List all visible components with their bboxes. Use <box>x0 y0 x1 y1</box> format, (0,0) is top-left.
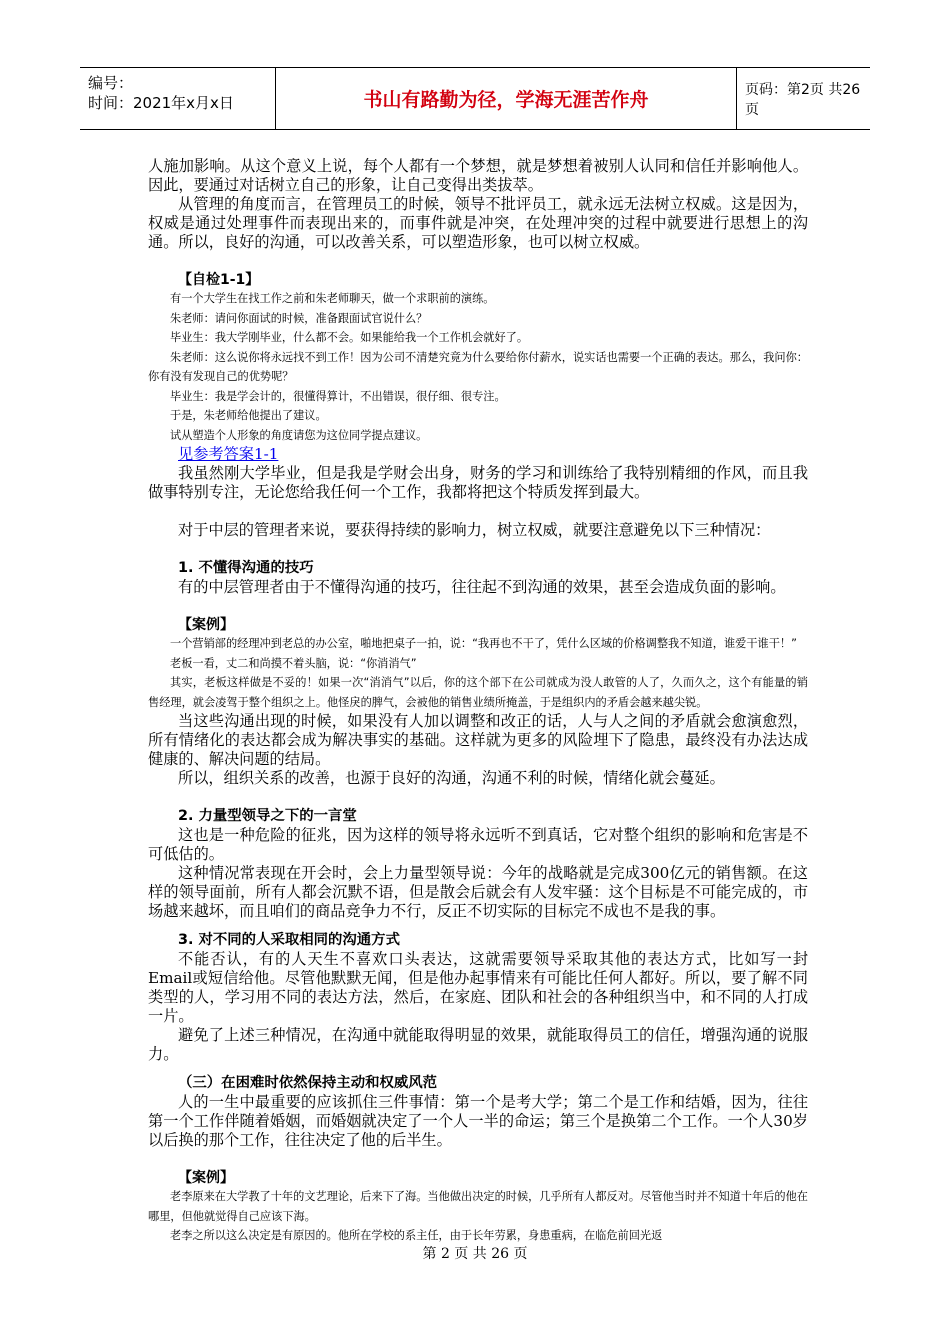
answer-link[interactable]: 见参考答案1-1 <box>178 445 279 463</box>
paragraph: 有的中层管理者由于不懂得沟通的技巧，往往起不到沟通的效果，甚至会造成负面的影响。 <box>178 578 786 596</box>
selfcheck-tag: 【自检1-1】 <box>178 272 260 288</box>
header-motto: 书山有路勤为径，学海无涯苦作舟 <box>276 68 737 129</box>
doc-code-label: 编号： <box>88 74 134 92</box>
selfcheck-line: 朱老师：请问你面试的时候，准备跟面试官说什么？ <box>170 311 428 325</box>
case-line: 一个营销部的经理冲到老总的办公室，啪地把桌子一拍，说：“我再也不干了，凭什么区域的价格调整我不知道，谁爱干谁干！” <box>170 637 797 650</box>
paragraph: 所以，组织关系的改善，也源于良好的沟通，沟通不利的时候，情绪化就会蔓延。 <box>178 769 725 787</box>
section-heading: 3. 对不同的人采取相同的沟通方式 <box>178 932 400 948</box>
page-footer: 第 2 页 共 26 页 <box>422 1246 528 1262</box>
case-line: 其实，老板这样做是不妥的！如果一次“消消气”以后，你的这个部下在公司就成为没人敢管的人了，久而久之，这个有能量的销售经理，就会凌驾于整个组织之上。他怪戾的脾气，会被他的销售业绩所掩盖，于是组织内的矛盾会越来越尖锐。 <box>148 676 808 709</box>
paragraph: 人施加影响。从这个意义上说，每个人都有一个梦想，就是梦想着被别人认同和信任并影响他人。因此，要通过对话树立自己的形象，让自己变得出类拔萃。 <box>148 157 808 194</box>
selfcheck-line: 毕业生：我是学会计的，很懂得算计，不出错误，很仔细、很专注。 <box>170 389 506 403</box>
selfcheck-line: 朱老师：这么说你将永远找不到工作！因为公司不清楚究竟为什么要给你付薪水，说实话也需要一个正确的表达。那么，我问你：你有没有发现自己的优势呢？ <box>148 350 808 383</box>
selfcheck-line: 于是，朱老师给他提出了建议。 <box>170 409 327 422</box>
section-heading: 2. 力量型领导之下的一言堂 <box>178 808 357 824</box>
document-body <box>148 157 808 1246</box>
case-line: 老板一看，丈二和尚摸不着头脑，说：“你消消气” <box>170 656 417 670</box>
section-heading: 1. 不懂得沟通的技巧 <box>178 560 314 576</box>
paragraph: 这种情况常表现在开会时，会上力量型领导说：今年的战略就是完成300亿元的销售额。在这样的领导面前，所有人都会沉默不语，但是散会后就会有人发牢骚：这个目标是不可能完成的，市场越来越坏，而且咱们的商品竞争力不行，反正不切实际的目标完不成也不是我的事。 <box>148 864 808 920</box>
case-tag: 【案例】 <box>178 1170 234 1186</box>
case-tag: 【案例】 <box>178 617 234 633</box>
case-line: 老李原来在大学教了十年的文艺理论，后来下了海。当他做出决定的时候，几乎所有人都反对。尽管他当时并不知道十年后的他在哪里，但他就觉得自己应该下海。 <box>148 1190 808 1223</box>
section-heading: （三）在困难时依然保持主动和权威风范 <box>178 1075 438 1091</box>
paragraph: 当这些沟通出现的时候，如果没有人加以调整和改正的话，人与人之间的矛盾就会愈演愈烈，所有情绪化的表达都会成为解决事实的基础。这样就为更多的风险埋下了隐患，最终没有办法达成健康的、解决问题的结局。 <box>148 712 808 768</box>
paragraph: 避免了上述三种情况，在沟通中就能取得明显的效果，就能取得员工的信任，增强沟通的说服力。 <box>148 1026 808 1063</box>
selfcheck-line: 试从塑造个人形象的角度请您为这位同学提点建议。 <box>170 428 428 442</box>
paragraph: 对于中层的管理者来说，要获得持续的影响力，树立权威，就要注意避免以下三种情况： <box>178 521 771 539</box>
page-header <box>80 67 870 130</box>
header-meta <box>80 68 276 129</box>
paragraph: 人的一生中最重要的应该抓住三件事情：第一个是考大学；第二个是工作和结婚，因为，往往第一个工作伴随着婚姻，而婚姻就决定了一个人一半的命运；第三个是换第二个工作。一个人30岁以后换的那个工作，往往决定了他的后半生。 <box>148 1093 808 1149</box>
paragraph: 我虽然刚大学毕业，但是我是学财会出身，财务的学习和训练给了我特别精细的作风，而且我做事特别专注，无论您给我任何一个工作，我都将把这个特质发挥到最大。 <box>148 464 808 501</box>
paragraph: 从管理的角度而言，在管理员工的时候，领导不批评员工，就永远无法树立权威。这是因为，权威是通过处理事件而表现出来的，而事件就是冲突，在处理冲突的过程中就要进行思想上的沟通。所以，良好的沟通，可以改善关系，可以塑造形象，也可以树立权威。 <box>148 195 808 251</box>
answer-link-row <box>148 445 808 464</box>
paragraph: 这也是一种危险的征兆，因为这样的领导将永远听不到真话，它对整个组织的影响和危害是不可低估的。 <box>148 826 808 863</box>
case-line: 老李之所以这么决定是有原因的。他所在学校的系主任，由于长年劳累，身患重病，在临危前回光返 <box>170 1229 663 1242</box>
paragraph: 不能否认，有的人天生不喜欢口头表达，这就需要领导采取其他的表达方式，比如写一封Email或短信给他。尽管他默默无闻，但是他办起事情来有可能比任何人都好。所以，要了解不同类型的人，学习用不同的表达方法，然后，在家庭、团队和社会的各种组织当中，和不同的人打成一片。 <box>148 950 808 1025</box>
selfcheck-line: 有一个大学生在找工作之前和朱老师聊天，做一个求职前的演练。 <box>170 292 495 305</box>
selfcheck-line: 毕业生：我大学刚毕业，什么都不会。如果能给我一个工作机会就好了。 <box>170 331 529 344</box>
doc-time-label: 时间：2021年x月x日 <box>88 94 234 112</box>
header-page-info: 页码：第2页 共26页 <box>745 81 861 118</box>
